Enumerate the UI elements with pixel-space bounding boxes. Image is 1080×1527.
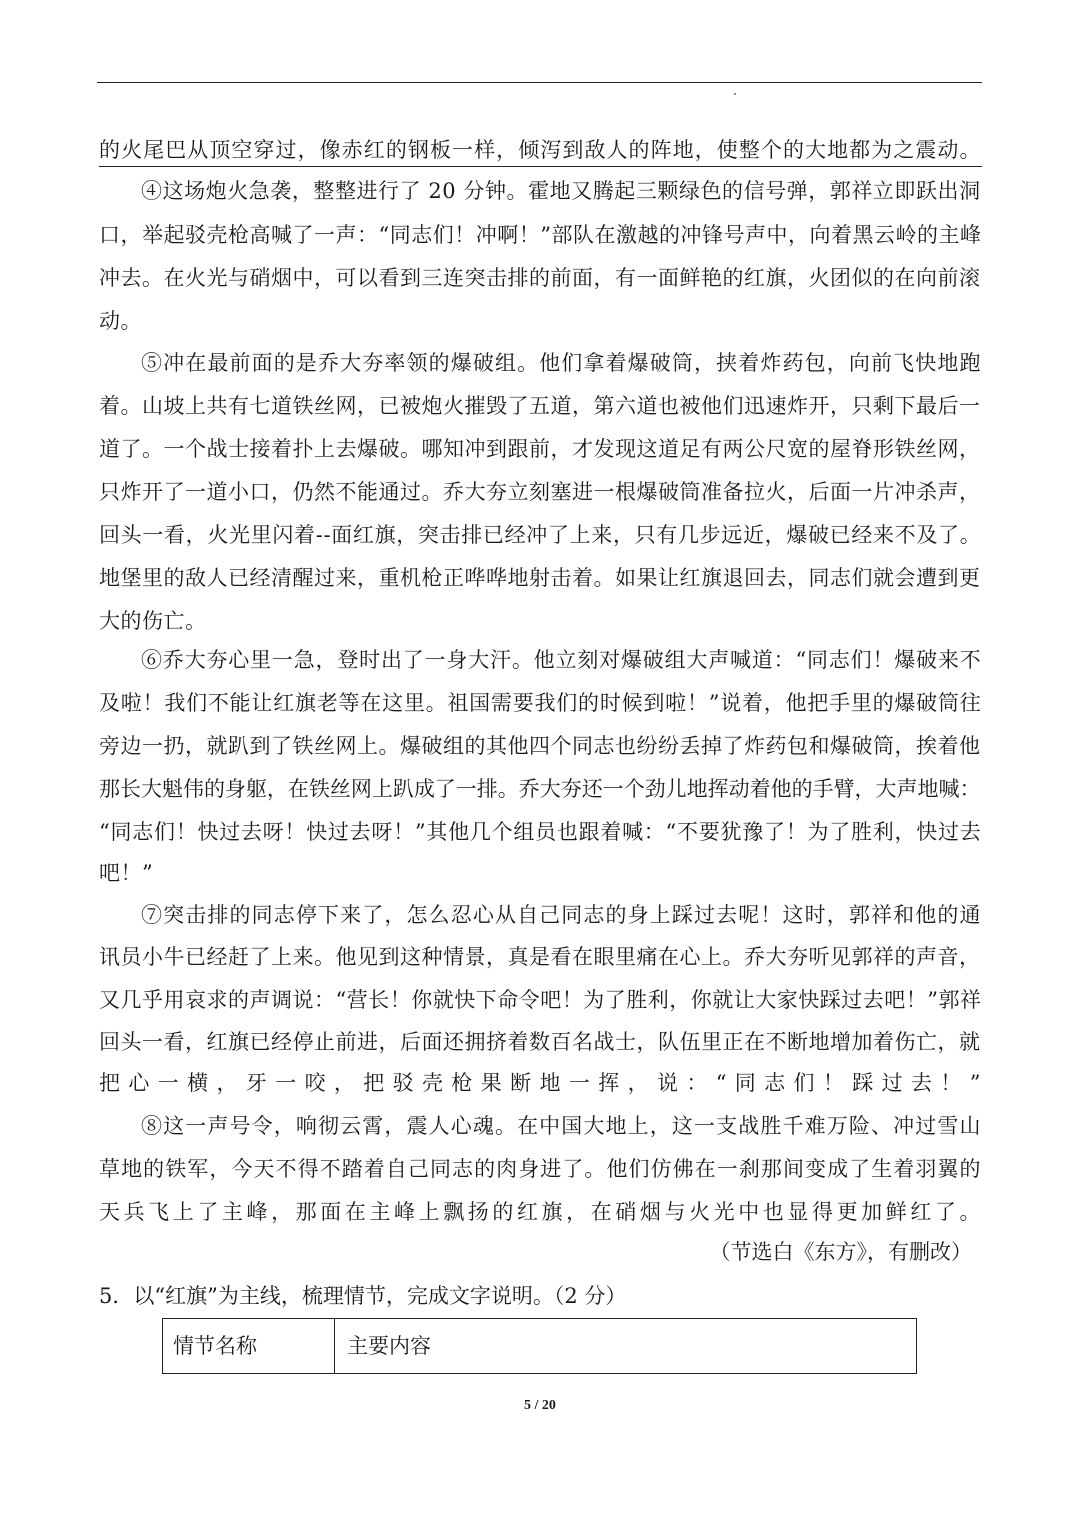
text-line: 讯员小牛已经赶了上来。他见到这种情景，真是看在眼里痛在心上。乔大夯听见郭祥的声音，	[99, 945, 981, 969]
text-line: ⑦突击排的同志停下来了，怎么忍心从自己同志的身上踩过去呢！这时，郭祥和他的通	[141, 903, 982, 927]
text-line: 的火尾巴从顶空穿过，像赤红的钢板一样，倾泻到敌人的阵地，使整个的大地都为之震动。	[99, 135, 982, 167]
answer-table	[162, 1318, 917, 1374]
text-line: 回头一看，红旗已经停止前进，后面还拥挤着数百名战士，队伍里正在不断地增加着伤亡，就	[99, 1030, 981, 1054]
speck	[734, 93, 736, 95]
text-line: 冲去。在火光与硝烟中，可以看到三连突击排的前面，有一面鲜艳的红旗，火团似的在向前滚	[99, 266, 981, 290]
text-line: ⑥乔大夯心里一急，登时出了一身大汗。他立刻对爆破组大声喊道：“同志们！爆破来不	[141, 648, 982, 672]
text-line: 回头一看，火光里闪着--面红旗，突击排已经冲了上来，只有几步远近，爆破已经来不及了。	[99, 523, 982, 547]
text-line: 天兵飞上了主峰，那面在主峰上飘扬的红旗，在硝烟与火光中也显得更加鲜红了。	[99, 1200, 985, 1224]
table-header-main-content: 主要内容	[347, 1334, 431, 1358]
text-line: 地堡里的敌人已经清醒过来，重机枪正哗哗地射击着。如果让红旗退回去，同志们就会遭到更	[99, 566, 981, 590]
text-line: 着。山坡上共有七道铁丝网，已被炮火摧毁了五道，第六道也被他们迅速炸开，只剩下最后一	[99, 394, 981, 418]
text-line: 那长大魁伟的身躯，在铁丝网上趴成了一排。乔大夯还一个劲儿地挥动着他的手臂，大声地喊：	[99, 777, 981, 801]
text-line: 动。	[99, 309, 142, 333]
header-rule	[97, 82, 982, 83]
text-line: ⑤冲在最前面的是乔大夯率领的爆破组。他们拿着爆破筒，挟着炸药包，向前飞快地跑	[141, 351, 982, 375]
text-line: 吧！”	[99, 861, 154, 885]
text-line: 又几乎用哀求的声调说：“营长！你就快下命令吧！为了胜利，你就让大家快踩过去吧！”郭祥	[99, 988, 982, 1012]
page-number: 5 / 20	[524, 1398, 556, 1413]
text-line: 及啦！我们不能让红旗老等在这里。祖国需要我们的时候到啦！”说着，他把手里的爆破筒往	[99, 691, 982, 715]
text-line: 把心一横，牙一咬，把驳壳枪果断地一挥，说：“同志们！踩过去！”	[99, 1071, 989, 1095]
table-header-plot-name: 情节名称	[163, 1319, 335, 1373]
text-line: 道了。一个战士接着扑上去爆破。哪知冲到跟前，才发现这道足有两公尺宽的屋脊形铁丝网，	[99, 437, 981, 461]
question-5: 5．以“红旗”为主线，梳理情节，完成文字说明。（2 分）	[99, 1284, 627, 1308]
text-line: 口，举起驳壳枪高喊了一声：“同志们！冲啊！”部队在激越的冲锋号声中，向着黑云岭的主峰	[99, 223, 982, 247]
text-line: 草地的铁军，今天不得不踏着自己同志的肉身进了。他们仿佛在一刹那间变成了生着羽翼的	[99, 1157, 982, 1181]
text-line: “同志们！快过去呀！快过去呀！”其他几个组员也跟着喊：“不要犹豫了！为了胜利，快过去	[99, 820, 982, 844]
text-line: 只炸开了一道小口，仍然不能通过。乔大夯立刻塞进一根爆破筒准备拉火，后面一片冲杀声，	[99, 480, 981, 504]
text-line: 大的伤亡。	[99, 609, 207, 633]
text-line: 旁边一扔，就趴到了铁丝网上。爆破组的其他四个同志也纷纷丢掉了炸药包和爆破筒，挨着他	[99, 734, 981, 758]
text-line: ⑧这一声号令，响彻云霄，震人心魂。在中国大地上，这一支战胜千难万险、冲过雪山	[141, 1114, 982, 1138]
text-line: ④这场炮火急袭，整整进行了 20 分钟。霍地又腾起三颗绿色的信号弹，郭祥立即跃出洞	[141, 179, 981, 203]
source-note: （节选白《东方》，有删改）	[709, 1240, 972, 1264]
